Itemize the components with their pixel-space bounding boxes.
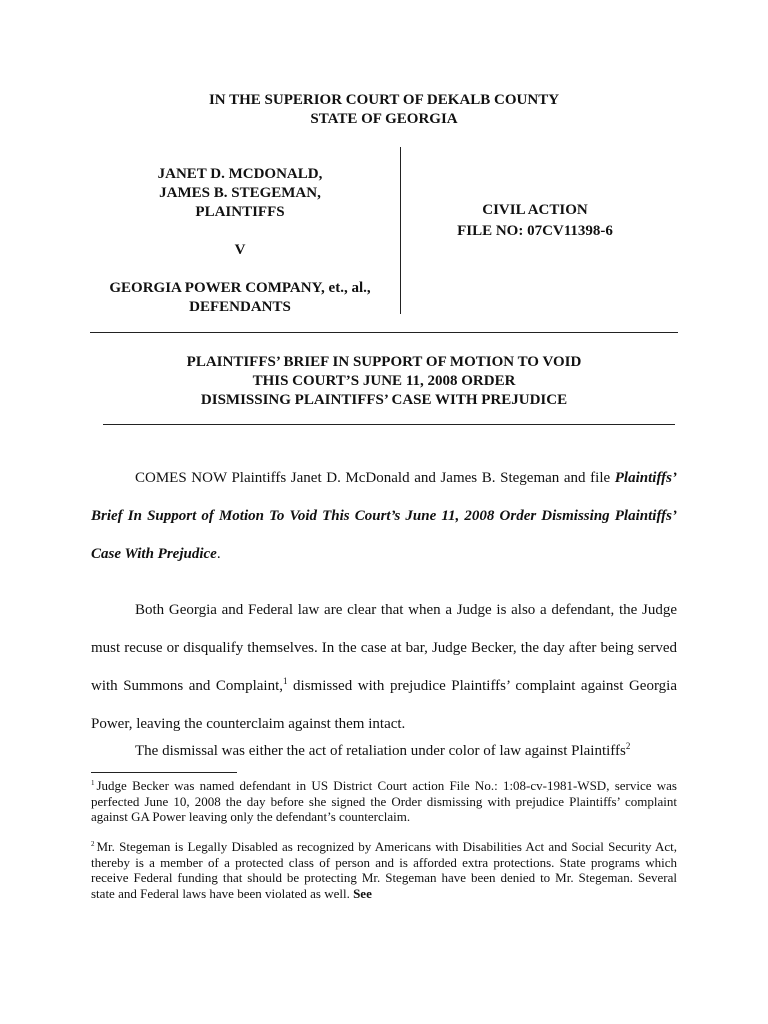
court-state: STATE OF GEORGIA <box>310 111 458 127</box>
horizontal-rule <box>103 424 675 425</box>
brief-title-reference: Plaintiffs’ Brief In Support of Motion To Void This Court’s June 11, 2008 Order Dismissing Plaintiffs’ Case With Prejudice <box>91 470 677 562</box>
horizontal-rule <box>90 332 678 333</box>
case-caption-action <box>420 200 650 242</box>
paragraph-text: COMES NOW Plaintiffs Janet D. McDonald and James B. Stegeman and file <box>135 470 615 486</box>
court-heading <box>0 91 768 129</box>
brief-title-line: THIS COURT’S JUNE 11, 2008 ORDER <box>252 373 516 389</box>
body-paragraph <box>91 591 677 743</box>
paragraph-text: dismissed with prejudice Plaintiffs’ complaint against Georgia Power, leaving the counterclaim against them intact. <box>91 678 677 732</box>
defendant-name: GEORGIA POWER COMPANY, et., al., <box>109 280 371 296</box>
brief-title <box>0 353 768 410</box>
paragraph-text: . <box>216 546 221 562</box>
case-caption-parties <box>88 165 392 317</box>
paragraph-text: Both Georgia and Federal law are clear that when a Judge is also a defendant, the Judge must recuse or disqualify themselves. In the case at bar, Judge Becker, the day after being served with Summons and Complaint, <box>91 602 677 694</box>
file-number: FILE NO: 07CV11398-6 <box>457 223 613 239</box>
caption-divider <box>400 147 401 314</box>
see-signal: See <box>353 885 372 901</box>
footnote-number: 2 <box>91 840 95 848</box>
brief-title-line: PLAINTIFFS’ BRIEF IN SUPPORT OF MOTION TO VOID <box>186 354 582 370</box>
brief-title-line: DISMISSING PLAINTIFFS’ CASE WITH PREJUDICE <box>200 392 568 408</box>
footnote <box>91 776 677 825</box>
footnote-text: Mr. Stegeman is Legally Disabled as recognized by Americans with Disabilities Act and Social Security Act, thereby is a member of a protected class of person and is afforded extra protections. State programs which receive Federal funding that should be protecting Mr. Stegeman have been denied to Mr. Stegeman. Several state and Federal laws have been violated as well. <box>91 839 677 901</box>
footnote-reference[interactable]: 1 <box>283 676 288 686</box>
court-name: IN THE SUPERIOR COURT OF DEKALB COUNTY <box>208 92 560 108</box>
body-paragraph <box>91 459 677 573</box>
footnote-separator <box>91 772 237 773</box>
body-paragraph <box>91 741 677 761</box>
footnote-reference[interactable]: 2 <box>625 741 631 751</box>
footnote <box>91 837 677 901</box>
defendants-label: DEFENDANTS <box>189 299 291 315</box>
footnote-number: 1 <box>91 779 95 787</box>
plaintiff-name: JAMES B. STEGEMAN, <box>159 185 321 201</box>
versus-label: V <box>234 242 246 258</box>
footnote-text: Judge Becker was named defendant in US District Court action File No.: 1:08-cv-1981-WSD, service was perfected June 10, 2008 the day before she signed the Order dismissing with prejudice Plaintiffs’ complaint against GA Power leaving only the defendant’s counterclaim. <box>91 778 677 824</box>
plaintiff-name: JANET D. MCDONALD, <box>157 166 323 182</box>
civil-action-label: CIVIL ACTION <box>482 202 588 218</box>
paragraph-text: The dismissal was either the act of retaliation under color of law against Plaintiffs <box>135 743 626 759</box>
plaintiffs-label: PLAINTIFFS <box>195 204 285 220</box>
